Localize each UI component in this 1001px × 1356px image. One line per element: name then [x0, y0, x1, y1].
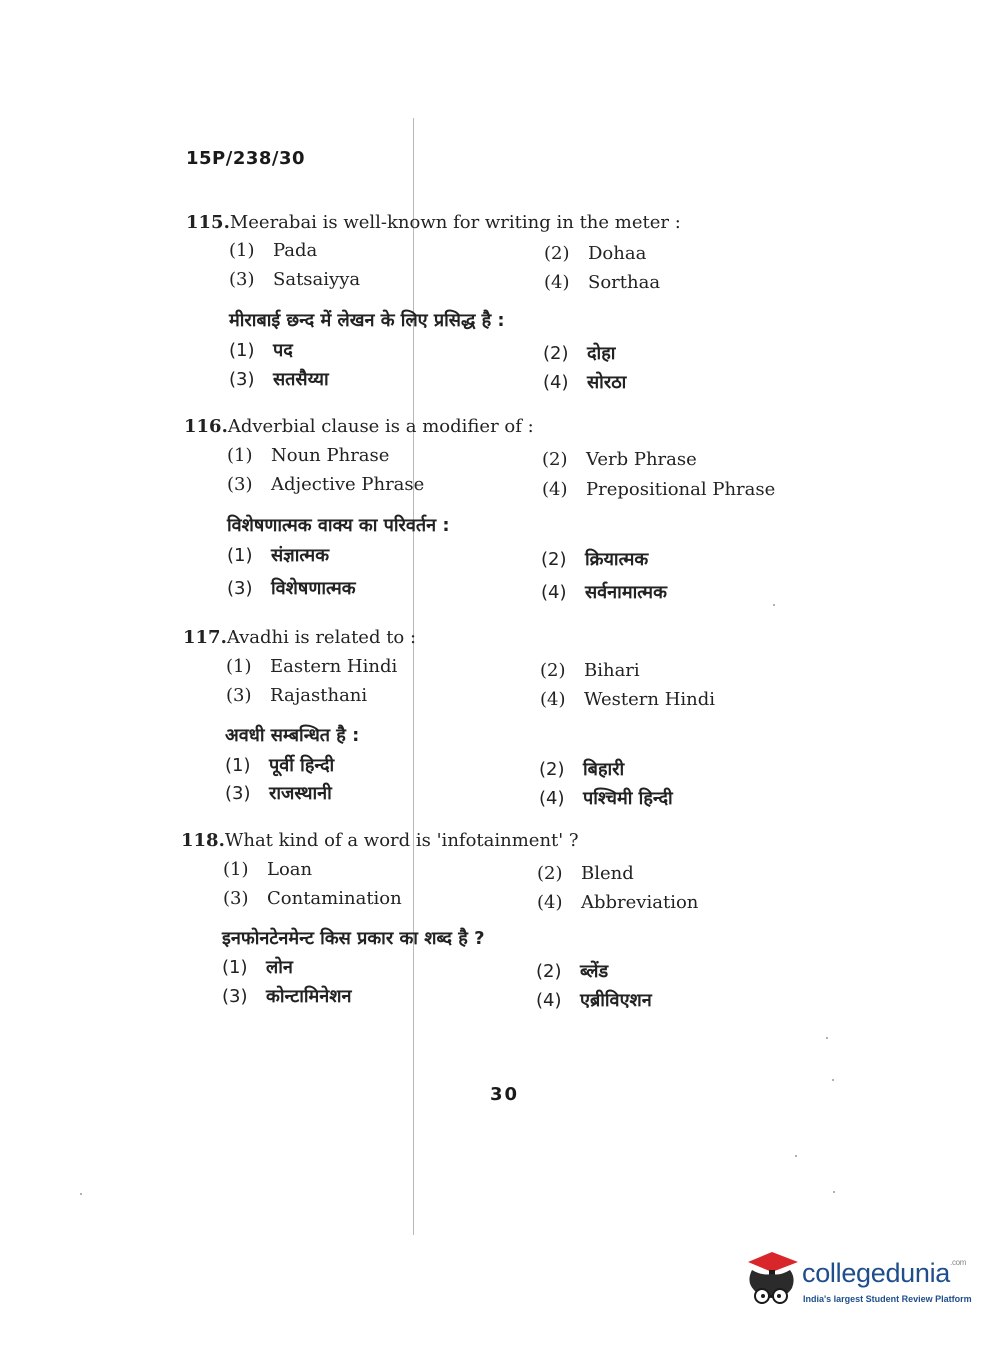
- option-text: एब्रीविएशन: [580, 990, 652, 1011]
- option-number: (3): [229, 269, 255, 290]
- option-hi-4: [539, 786, 673, 810]
- option-number: (3): [227, 474, 253, 495]
- option-number: (4): [540, 689, 566, 710]
- mascot-icon: [742, 1250, 802, 1312]
- option-text: दोहा: [587, 343, 616, 364]
- option-text: Prepositional Phrase: [586, 479, 776, 500]
- page-number: 30: [490, 1084, 520, 1105]
- option-en-1: [223, 859, 312, 880]
- option-en-4: [537, 892, 698, 913]
- option-text: Loan: [267, 859, 313, 880]
- question-text-hi: अवधी सम्बन्धित है :: [225, 725, 360, 746]
- option-number: (2): [539, 759, 565, 780]
- option-number: (4): [536, 990, 562, 1011]
- question-text-en: [186, 212, 681, 233]
- option-en-2: [542, 449, 697, 470]
- option-number: (1): [229, 240, 255, 261]
- option-text: Satsaiyya: [273, 269, 361, 290]
- option-text: Adjective Phrase: [271, 474, 425, 495]
- option-hi-3: [225, 781, 332, 805]
- option-en-2: [537, 863, 634, 884]
- option-text: पद: [273, 340, 293, 361]
- option-hi-3: [227, 576, 356, 600]
- option-number: (2): [544, 243, 570, 264]
- option-text: Western Hindi: [584, 689, 716, 710]
- option-text: राजस्थानी: [269, 783, 332, 804]
- option-number: (4): [541, 582, 567, 603]
- option-text: कोन्टामिनेशन: [266, 986, 352, 1007]
- option-text: Contamination: [267, 888, 402, 909]
- option-text: Abbreviation: [581, 892, 699, 913]
- option-text: ब्लेंड: [580, 961, 609, 982]
- scan-speck: [80, 1193, 82, 1195]
- collegedunia-logo: [742, 1250, 972, 1312]
- option-number: (2): [542, 449, 568, 470]
- question-text-en: [183, 627, 416, 648]
- logo-tagline: India's largest Student Review Platform: [803, 1294, 972, 1304]
- option-en-3: [226, 685, 367, 706]
- option-text: Eastern Hindi: [270, 656, 398, 677]
- option-number: (3): [223, 888, 249, 909]
- question-text-en: [184, 416, 534, 437]
- option-text: विशेषणात्मक: [271, 578, 356, 599]
- option-text: Rajasthani: [270, 685, 368, 706]
- question-stem: What kind of a word is 'infotainment' ?: [224, 830, 579, 851]
- option-number: (3): [229, 369, 255, 390]
- logo-suffix: .com: [950, 1258, 967, 1267]
- option-text: पूर्वी हिन्दी: [269, 755, 335, 776]
- option-number: (4): [543, 372, 569, 393]
- option-text: Dohaa: [588, 243, 647, 264]
- question-text-hi: इनफोनटेनमेन्ट किस प्रकार का शब्द है ?: [222, 928, 485, 949]
- option-en-3: [223, 888, 402, 909]
- option-en-4: [540, 689, 715, 710]
- option-number: (2): [536, 961, 562, 982]
- option-text: सतसैय्या: [273, 369, 329, 390]
- option-number: (1): [229, 340, 255, 361]
- option-text: Bihari: [584, 660, 640, 681]
- option-text: पश्चिमी हिन्दी: [583, 788, 673, 809]
- question-number: 118.: [181, 830, 225, 851]
- option-number: (2): [537, 863, 563, 884]
- option-number: (4): [542, 479, 568, 500]
- option-text: लोन: [266, 957, 293, 978]
- option-number: (1): [227, 545, 253, 566]
- option-en-1: [226, 656, 397, 677]
- option-en-2: [540, 660, 640, 681]
- option-text: सोरठा: [587, 372, 627, 393]
- option-number: (3): [227, 578, 253, 599]
- option-number: (1): [222, 957, 248, 978]
- option-number: (2): [541, 549, 567, 570]
- option-hi-3: [222, 984, 352, 1008]
- option-en-3: [227, 474, 424, 495]
- logo-name: collegedunia: [802, 1258, 951, 1288]
- logo-wordmark: [802, 1258, 966, 1289]
- option-text: Noun Phrase: [271, 445, 390, 466]
- scan-speck: [773, 604, 775, 606]
- scan-speck: [832, 1079, 834, 1081]
- option-number: (3): [226, 685, 252, 706]
- page-fold-line: [413, 118, 414, 1235]
- option-number: (2): [543, 343, 569, 364]
- option-hi-1: [229, 338, 293, 362]
- option-en-4: [544, 272, 660, 293]
- option-number: (1): [227, 445, 253, 466]
- option-text: क्रियात्मक: [585, 549, 649, 570]
- option-hi-2: [543, 341, 615, 365]
- question-text-hi: मीराबाई छन्द में लेखन के लिए प्रसिद्ध है :: [229, 310, 505, 331]
- option-number: (1): [223, 859, 249, 880]
- question-stem: Adverbial clause is a modifier of :: [227, 416, 534, 437]
- option-number: (4): [537, 892, 563, 913]
- option-hi-2: [536, 959, 608, 983]
- scan-speck: [826, 1037, 828, 1039]
- question-text-hi: विशेषणात्मक वाक्य का परिवर्तन :: [227, 515, 450, 536]
- option-en-1: [227, 445, 389, 466]
- option-text: संज्ञात्मक: [271, 545, 330, 566]
- option-hi-4: [543, 370, 626, 394]
- option-en-4: [542, 479, 775, 500]
- option-en-1: [229, 240, 317, 261]
- option-hi-3: [229, 367, 329, 391]
- option-text: बिहारी: [583, 759, 625, 780]
- option-hi-1: [227, 543, 329, 567]
- option-number: (1): [226, 656, 252, 677]
- paper-code: 15P/238/30: [186, 148, 306, 169]
- question-stem: Avadhi is related to :: [226, 627, 417, 648]
- scan-speck: [795, 1155, 797, 1157]
- option-number: (3): [225, 783, 251, 804]
- option-en-2: [544, 243, 646, 264]
- question-text-en: [181, 830, 579, 851]
- option-text: Verb Phrase: [586, 449, 697, 470]
- option-number: (1): [225, 755, 251, 776]
- option-number: (4): [539, 788, 565, 809]
- question-number: 117.: [183, 627, 227, 648]
- option-text: Sorthaa: [588, 272, 661, 293]
- option-hi-4: [541, 580, 667, 604]
- option-number: (3): [222, 986, 248, 1007]
- option-text: सर्वनामात्मक: [585, 582, 667, 603]
- option-text: Pada: [273, 240, 318, 261]
- option-hi-2: [541, 547, 648, 571]
- option-number: (2): [540, 660, 566, 681]
- option-number: (4): [544, 272, 570, 293]
- question-stem: Meerabai is well-known for writing in the meter :: [229, 212, 681, 233]
- option-text: Blend: [581, 863, 634, 884]
- option-hi-4: [536, 988, 652, 1012]
- option-hi-2: [539, 757, 624, 781]
- question-number: 116.: [184, 416, 228, 437]
- option-hi-1: [225, 753, 334, 777]
- option-hi-1: [222, 955, 293, 979]
- question-number: 115.: [186, 212, 230, 233]
- scan-speck: [833, 1191, 835, 1193]
- option-en-3: [229, 269, 360, 290]
